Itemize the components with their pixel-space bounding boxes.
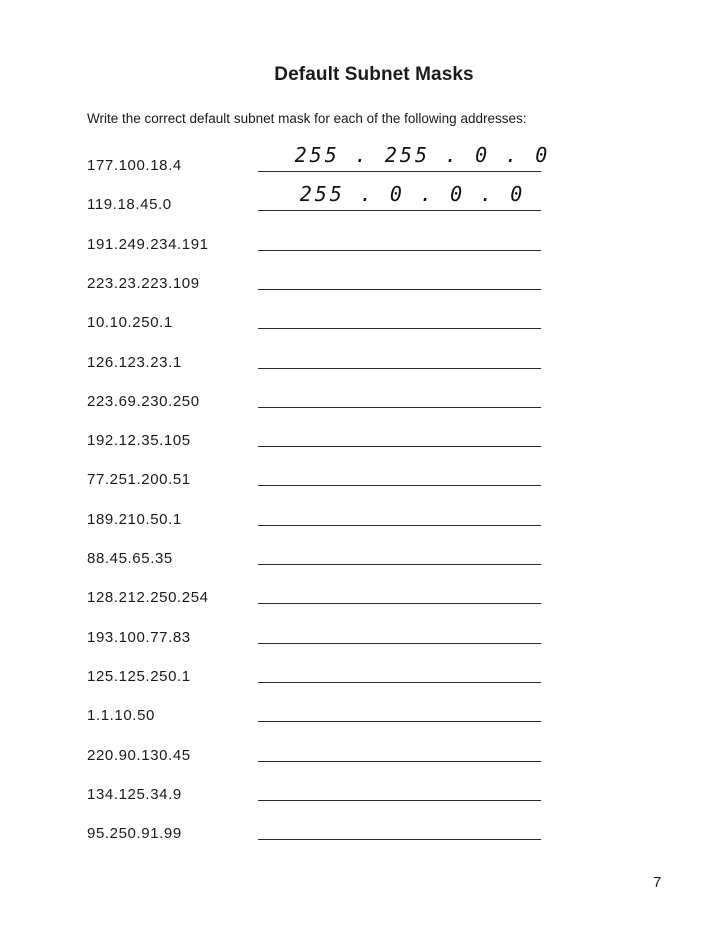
ip-address: 193.100.77.83 — [87, 628, 191, 646]
list-item — [0, 537, 728, 577]
answer-blank[interactable] — [258, 839, 541, 840]
ip-address: 77.251.200.51 — [87, 471, 191, 489]
ip-address: 125.125.250.1 — [87, 667, 191, 685]
ip-address: 223.69.230.250 — [87, 392, 200, 410]
ip-address: 191.249.234.191 — [87, 235, 209, 253]
ip-address: 119.18.45.0 — [87, 196, 172, 214]
answer-blank[interactable] — [258, 721, 541, 722]
list-item — [0, 419, 728, 459]
ip-address: 126.123.23.1 — [87, 353, 182, 371]
ip-address: 220.90.130.45 — [87, 746, 191, 764]
answer-blank[interactable] — [258, 171, 541, 172]
answer-blank[interactable] — [258, 328, 541, 329]
answer-blank[interactable] — [258, 525, 541, 526]
ip-address: 95.250.91.99 — [87, 825, 182, 843]
list-item — [0, 380, 728, 420]
list-item — [0, 812, 728, 852]
answer-blank[interactable] — [258, 761, 541, 762]
answer-blank[interactable] — [258, 289, 541, 290]
answer-blank[interactable] — [258, 407, 541, 408]
answer-blank[interactable] — [258, 368, 541, 369]
list-item — [0, 616, 728, 656]
list-item — [0, 262, 728, 302]
ip-address: 192.12.35.105 — [87, 432, 191, 450]
answer-blank[interactable] — [258, 564, 541, 565]
handwritten-answer: 255 . 0 . 0 . 0 — [299, 182, 526, 207]
list-item — [0, 498, 728, 538]
ip-address: 189.210.50.1 — [87, 510, 182, 528]
ip-address: 134.125.34.9 — [87, 785, 182, 803]
ip-address: 10.10.250.1 — [87, 314, 173, 332]
ip-address: 128.212.250.254 — [87, 589, 209, 607]
list-item — [0, 183, 728, 223]
list-item — [0, 458, 728, 498]
ip-address: 88.45.65.35 — [87, 550, 173, 567]
list-item — [0, 576, 728, 616]
page-title: Default Subnet Masks — [274, 64, 474, 85]
answer-blank[interactable] — [258, 643, 541, 644]
handwritten-answer: 255 . 255 . 0 . 0 — [294, 143, 551, 167]
list-item — [0, 144, 728, 184]
list-item — [0, 223, 728, 263]
answer-blank[interactable] — [258, 250, 541, 251]
answer-blank[interactable] — [258, 485, 541, 486]
answer-blank[interactable] — [258, 800, 541, 801]
ip-address: 1.1.10.50 — [87, 707, 155, 725]
page-number: 7 — [653, 874, 662, 891]
list-item — [0, 694, 728, 734]
ip-address: 223.23.223.109 — [87, 274, 200, 292]
answer-blank[interactable] — [258, 446, 541, 447]
list-item — [0, 773, 728, 813]
answer-blank[interactable] — [258, 603, 541, 604]
list-item — [0, 734, 728, 774]
ip-address: 177.100.18.4 — [87, 157, 182, 174]
list-item — [0, 341, 728, 381]
list-item — [0, 655, 728, 695]
list-item — [0, 301, 728, 341]
answer-blank[interactable] — [258, 682, 541, 683]
instructions-text: Write the correct default subnet mask for each of the following addresses: — [87, 111, 527, 126]
answer-blank[interactable] — [258, 210, 541, 211]
